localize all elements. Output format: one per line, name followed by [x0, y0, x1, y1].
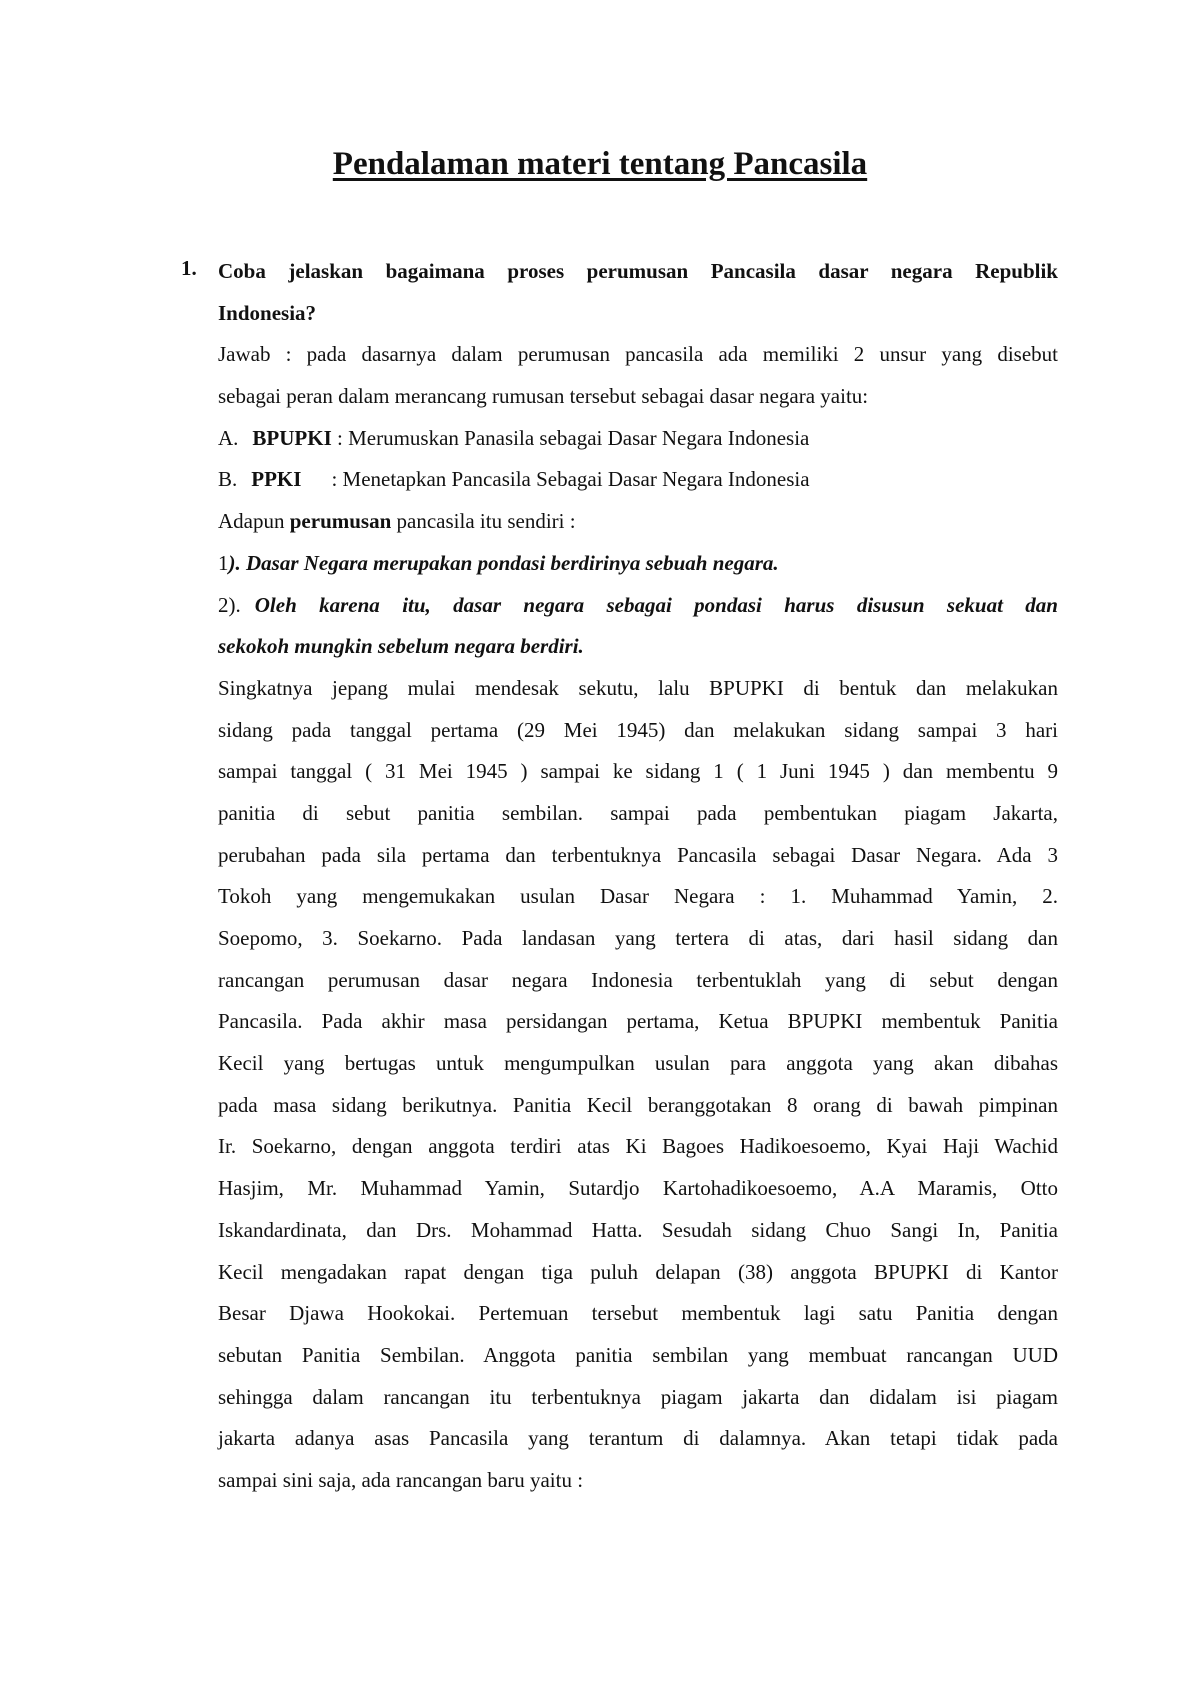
list-term: BPUPKI: [252, 425, 332, 450]
paragraph-line: Besar Djawa Hookokai. Pertemuan tersebut membentuk lagi satu Panitia dengan: [218, 1301, 1058, 1326]
paragraph-line: Soepomo, 3. Soekarno. Pada landasan yang tertera di atas, dari hasil sidang dan: [218, 926, 1058, 950]
adapun-line: [218, 501, 1058, 543]
paragraph-last-line: sampai sini saja, ada rancangan baru yaitu :: [218, 1467, 584, 1492]
point-2-line-1: [218, 585, 1058, 627]
question-line-1: Coba jelaskan bagaimana proses perumusan Pancasila dasar negara Republik: [218, 259, 1058, 283]
adapun-pre: Adapun: [218, 509, 290, 534]
paragraph-line: Kecil yang bertugas untuk mengumpulkan usulan para anggota yang akan dibahas: [218, 1051, 1058, 1076]
adapun-bold: perumusan: [289, 509, 392, 534]
point-number: 1: [218, 550, 229, 575]
paragraph-line: pada masa sidang berikutnya. Panitia Kecil beranggotakan 8 orang di bawah pimpinan: [218, 1092, 1058, 1117]
list-term: PPKI: [251, 467, 302, 492]
answer-intro-line-2: sebagai peran dalam merancang rumusan tersebut sebagai dasar negara yaitu:: [218, 384, 869, 409]
paragraph-line: Pancasila. Pada akhir masa persidangan pertama, Ketua BPUPKI membentuk Panitia: [218, 1009, 1058, 1034]
adapun-post: pancasila itu sendiri :: [391, 509, 576, 534]
point-2-line-2: sekokoh mungkin sebelum negara berdiri.: [218, 634, 584, 659]
document-body: [218, 251, 1058, 1502]
list-item-a: [218, 418, 1058, 460]
list-marker: A.: [218, 425, 239, 450]
paragraph-line: perubahan pada sila pertama dan terbentuknya Pancasila sebagai Dasar Negara. Ada 3: [218, 842, 1058, 867]
paragraph-line: Singkatnya jepang mulai mendesak sekutu, lalu BPUPKI di bentuk dan melakukan: [218, 675, 1058, 700]
point-1: [218, 543, 1058, 585]
paragraph-line: Tokoh yang mengemukakan usulan Dasar Negara : 1. Muhammad Yamin, 2.: [218, 884, 1058, 909]
answer-intro-line-1: Jawab : pada dasarnya dalam perumusan pancasila ada memiliki 2 unsur yang disebut: [218, 342, 1058, 367]
list-marker: B.: [218, 467, 238, 492]
question-line-2: Indonesia?: [218, 300, 317, 325]
paragraph-line: sebutan Panitia Sembilan. Anggota panitia sembilan yang membuat rancangan UUD: [218, 1342, 1058, 1367]
list-text: : Merumuskan Panasila sebagai Dasar Negara Indonesia: [331, 425, 810, 450]
list-item-b: [218, 459, 1058, 501]
paragraph-line: Iskandardinata, dan Drs. Mohammad Hatta. Sesudah sidang Chuo Sangi In, Panitia: [218, 1217, 1058, 1242]
paragraph-line: Ir. Soekarno, dengan anggota terdiri atas Ki Bagoes Hadikoesoemo, Kyai Haji Wachid: [218, 1134, 1058, 1159]
paragraph-line: sehingga dalam rancangan itu terbentuknya piagam jakarta dan didalam isi piagam: [218, 1384, 1058, 1409]
paragraph-line: jakarta adanya asas Pancasila yang terantum di dalamnya. Akan tetapi tidak pada: [218, 1426, 1058, 1451]
paragraph-line: sampai tanggal ( 31 Mei 1945 ) sampai ke sidang 1 ( 1 Juni 1945 ) dan membentu 9: [218, 759, 1058, 784]
list-text: : Menetapkan Pancasila Sebagai Dasar Negara Indonesia: [331, 467, 810, 492]
point-text: Oleh karena itu, dasar negara sebagai pondasi harus disusun sekuat dan: [254, 592, 1058, 617]
paragraph-line: rancangan perumusan dasar negara Indonesia terbentuklah yang di sebut dengan: [218, 967, 1058, 992]
paragraph-line: Kecil mengadakan rapat dengan tiga puluh delapan (38) anggota BPUPKI di Kantor: [218, 1259, 1058, 1284]
paragraph-line: Hasjim, Mr. Muhammad Yamin, Sutardjo Kartohadikoesoemo, A.A Maramis, Otto: [218, 1176, 1058, 1201]
page-title: Pendalaman materi tentang Pancasila: [332, 146, 868, 182]
paragraph-line: panitia di sebut panitia sembilan. sampai pada pembentukan piagam Jakarta,: [218, 800, 1058, 825]
paragraph-line: sidang pada tanggal pertama (29 Mei 1945) dan melakukan sidang sampai 3 hari: [218, 717, 1058, 742]
point-text: ). Dasar Negara merupakan pondasi berdirinya sebuah negara.: [228, 550, 779, 575]
question-number: 1.: [181, 256, 197, 280]
point-number: 2).: [218, 592, 241, 617]
